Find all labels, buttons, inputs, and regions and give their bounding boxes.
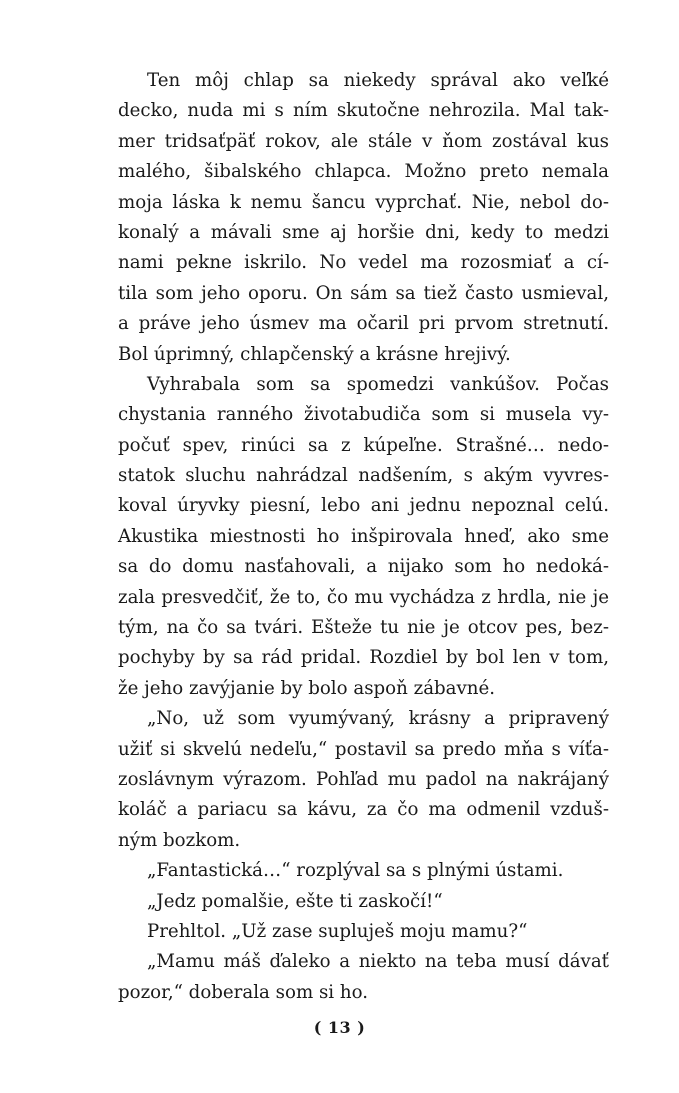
text-line: Akustika miestnosti ho inšpirovala hneď, ako sme <box>118 525 609 547</box>
text-line: chystania ranného životabudiča som si musela vy- <box>118 404 609 426</box>
text-line: „No, už som vyumývaný, krásny a pripravený <box>147 708 609 730</box>
text-line: Ten môj chlap sa niekedy správal ako veľké <box>147 70 609 91</box>
text-line: že jeho zavýjanie by bolo aspoň zábavné. <box>118 677 496 699</box>
text-line: „Mamu máš ďaleko a niekto na teba musí dávať <box>147 951 609 973</box>
text-line: zala presvedčiť, že to, čo mu vychádza z hrdla, nie je <box>118 586 609 608</box>
text-line: tým, na čo sa tvári. Ešteže tu nie je otcov pes, bez- <box>118 617 609 639</box>
text-line: pochyby by sa rád pridal. Rozdiel by bol len v tom, <box>118 647 609 669</box>
page-body <box>118 66 609 1008</box>
text-line: malého, šibalského chlapca. Možno preto nemala <box>118 161 609 183</box>
text-line: „Jedz pomalšie, ešte ti zaskočí!“ <box>147 890 443 912</box>
text-line: počuť spev, rinúci sa z kúpeľne. Strašné… nedo- <box>118 434 609 456</box>
text-line: konalý a mávali sme aj horšie dni, kedy to medzi <box>118 221 609 243</box>
text-line: koláč a pariacu sa kávu, za čo ma odmenil vzduš- <box>118 799 609 821</box>
text-line: pozor,“ doberala som si ho. <box>118 981 369 1003</box>
text-line: a práve jeho úsmev ma očaril pri prvom stretnutí. <box>118 313 609 335</box>
text-line: Bol úprimný, chlapčenský a krásne hrejivý. <box>118 343 511 365</box>
text-line: zoslávnym výrazom. Pohľad mu padol na nakrájaný <box>118 768 609 790</box>
text-line: užiť si skvelú nedeľu,“ postavil sa predo mňa s víťa- <box>118 738 609 760</box>
text-line: moja láska k nemu šancu vyprchať. Nie, nebol do- <box>118 191 609 213</box>
text-line: „Fantastická…“ rozplýval sa s plnými ústami. <box>147 860 564 882</box>
text-line: ným bozkom. <box>118 829 241 851</box>
text-line: statok sluchu nahrádzal nadšením, s akým vyvres- <box>118 465 609 487</box>
text-line: Prehltol. „Už zase supluješ moju mamu?“ <box>147 920 528 942</box>
text-line: koval úryvky piesní, lebo ani jednu nepoznal celú. <box>118 495 609 517</box>
text-line: sa do domu nasťahovali, a nijako som ho nedoká- <box>118 556 609 578</box>
text-line: decko, nuda mi s ním skutočne nehrozila. Mal tak- <box>118 100 609 122</box>
page-number: ( 13 ) <box>313 1018 366 1037</box>
text-line: tila som jeho oporu. On sám sa tiež často usmieval, <box>118 282 609 304</box>
text-line: mer tridsaťpäť rokov, ale stále v ňom zostával kus <box>118 130 609 152</box>
text-line: Vyhrabala som sa spomedzi vankúšov. Počas <box>147 373 609 395</box>
text-line: nami pekne iskrilo. No vedel ma rozosmiať a cí- <box>118 252 609 274</box>
